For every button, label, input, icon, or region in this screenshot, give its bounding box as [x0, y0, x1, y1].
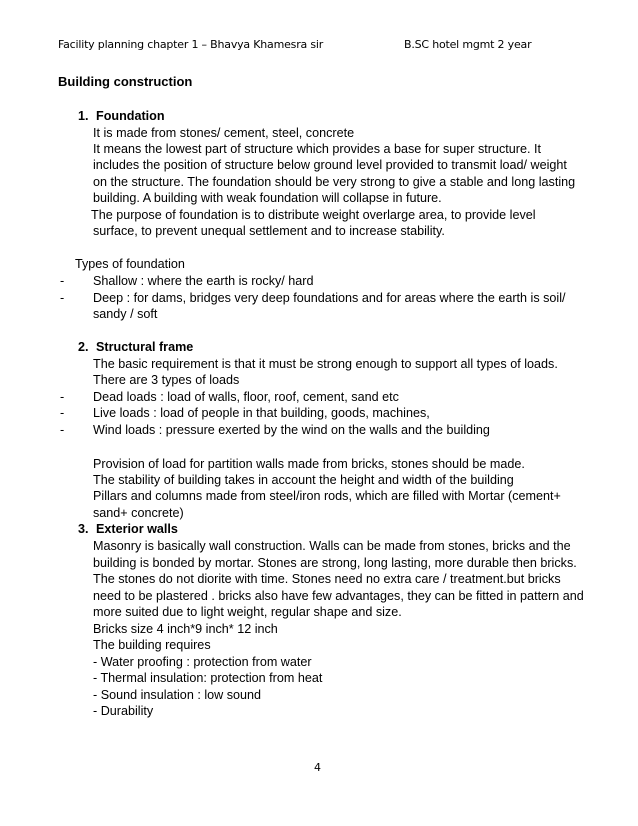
list-dash: - — [60, 291, 65, 305]
foundation-heading: 1. Foundation — [78, 109, 165, 123]
structural-line: sand+ concrete) — [93, 506, 184, 520]
list-dash: - — [60, 274, 65, 288]
section-title: Building construction — [58, 74, 193, 89]
exterior-line: - Durability — [93, 704, 154, 718]
list-dash: - — [60, 406, 65, 420]
exterior-line: - Thermal insulation: protection from heat — [93, 671, 323, 685]
foundation-line: on the structure. The foundation should be very strong to give a stable and long lasting — [93, 175, 576, 189]
exterior-line: - Sound insulation : low sound — [93, 688, 262, 702]
foundation-line: The purpose of foundation is to distribute weight overlarge area, to provide level — [91, 208, 536, 222]
list-item: Wind loads : pressure exerted by the wind on the walls and the building — [93, 423, 490, 437]
list-item: Shallow : where the earth is rocky/ hard — [93, 274, 314, 288]
exterior-line: need to be plastered . bricks also have few advantages, they can be fitted in pattern and — [93, 589, 584, 603]
page-number: 4 — [314, 761, 321, 774]
structural-line: The basic requirement is that it must be strong enough to support all types of loads. — [93, 357, 558, 371]
structural-line: Pillars and columns made from steel/iron rods, which are filled with Mortar (cement+ — [93, 489, 561, 503]
header-left: Facility planning chapter 1 – Bhavya Khamesra sir — [58, 38, 324, 51]
exterior-line: - Water proofing : protection from water — [93, 655, 312, 669]
header-right: B.SC hotel mgmt 2 year — [404, 38, 532, 51]
list-dash: - — [60, 423, 65, 437]
exterior-line: Bricks size 4 inch*9 inch* 12 inch — [93, 622, 278, 636]
exterior-line: more suited due to light weight, regular shape and size. — [93, 605, 402, 619]
structural-line: Provision of load for partition walls made from bricks, stones should be made. — [93, 457, 525, 471]
list-item: Dead loads : load of walls, floor, roof, cement, sand etc — [93, 390, 399, 404]
list-dash: - — [60, 390, 65, 404]
exterior-line: building is bonded by mortar. Stones are strong, long lasting, more durable then bricks. — [93, 556, 577, 570]
structural-heading: 2. Structural frame — [78, 340, 194, 354]
list-item: Live loads : load of people in that building, goods, machines, — [93, 406, 430, 420]
list-item: Deep : for dams, bridges very deep foundations and for areas where the earth is soil/ — [93, 291, 566, 305]
list-item-cont: sandy / soft — [93, 307, 158, 321]
foundation-line: building. A building with weak foundation will collapse in future. — [93, 191, 442, 205]
exterior-line: The stones do not diorite with time. Stones need no extra care / treatment.but bricks — [93, 572, 561, 586]
foundation-line: includes the position of structure below ground level provided to transmit load/ weight — [93, 158, 567, 172]
exterior-line: The building requires — [93, 638, 211, 652]
exterior-heading: 3. Exterior walls — [78, 522, 178, 536]
exterior-line: Masonry is basically wall construction. Walls can be made from stones, bricks and the — [93, 539, 571, 553]
structural-line: The stability of building takes in account the height and width of the building — [93, 473, 514, 487]
foundation-line: It means the lowest part of structure which provides a base for super structure. It — [93, 142, 541, 156]
foundation-line: surface, to prevent unequal settlement and to increase stability. — [93, 224, 445, 238]
structural-line: There are 3 types of loads — [93, 373, 240, 387]
types-heading: Types of foundation — [75, 257, 185, 271]
foundation-line: It is made from stones/ cement, steel, concrete — [93, 126, 355, 140]
